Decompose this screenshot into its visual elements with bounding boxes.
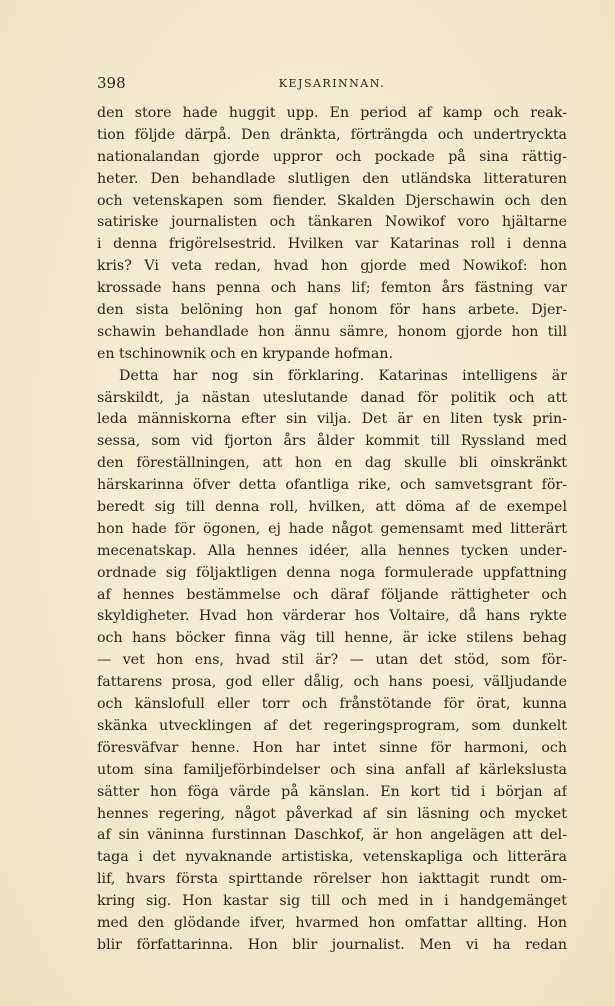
text-line: tion följde därpå. Den dränkta, förträngda och undertryckta (97, 126, 567, 143)
text-line: af sin väninna furstinnan Daschkof, är hon angelägen att del- (97, 827, 567, 844)
text-line: hennes regering, något påverkad af sin läsning och mycket (97, 805, 567, 822)
text-line: — vet hon ens, hvad stil är? — utan det stöd, som för- (97, 652, 567, 669)
body-text (97, 103, 567, 957)
text-line: kris? Vi veta redan, hvad hon gjorde med Nowikof: hon (97, 258, 567, 275)
text-line: kring sig. Hon kastar sig till och med in i handgemänget (97, 893, 567, 910)
text-line: i denna frigörelsestrid. Hvilken var Katarinas roll i denna (97, 236, 567, 253)
text-line: särskildt, ja nästan uteslutande danad för politik och att (97, 389, 567, 406)
text-line: härskarinna öfver detta ofantliga rike, och samvetsgrant för- (97, 477, 567, 494)
text-line: och vetenskapen som fiender. Skalden Djerschawin och den (97, 192, 567, 209)
text-line: skyldigheter. Hvad hon värderar hos Voltaire, då hans rykte (97, 608, 567, 625)
text-line: nationalandan gjorde uppror och pockade på sina rättig- (97, 148, 567, 165)
text-line: den store hade huggit upp. En period af kamp och reak- (97, 105, 567, 121)
paragraph-start-line: Detta har nog sin förklaring. Katarinas intelligens är (119, 367, 567, 384)
text-line: ordnade sig följaktligen denna noga formulerade uppfattning (97, 564, 567, 581)
text-line: med den glödande ifver, hvarmed hon omfattar allting. Hon (97, 914, 567, 931)
text-line: fattarens prosa, god eller dålig, och hans poesi, välljudande (97, 674, 567, 691)
text-line: taga i det nyvaknande artistiska, vetenskapliga och litterära (97, 849, 567, 866)
text-line: och känslofull eller torr och frånstötande för örat, kunna (97, 696, 567, 713)
text-line: utom sina familjeförbindelser och sina anfall af kärlekslusta (97, 761, 567, 778)
text-line: en tschinownik och en krypande hofman. (97, 345, 393, 362)
text-line: lif, hvars första spirttande rörelser hon iakttagit rundt om- (97, 871, 567, 888)
text-line: och hans böcker finna väg till henne, är icke stilens behag (97, 630, 567, 647)
page-header (97, 74, 567, 96)
text-line: sessa, som vid fjorton års ålder kommit till Ryssland med (97, 433, 567, 450)
text-line: sätter hon föga värde på känslan. En kort tid i början af (97, 783, 567, 800)
text-line: föresväfvar henne. Hon har intet sinne för harmoni, och (97, 739, 567, 756)
text-line: hon hade för ögonen, ej hade något gemensamt med litterärt (97, 520, 567, 537)
text-line: beredt sig till denna roll, hvilken, att döma af de exempel (97, 499, 567, 516)
text-line: mecenatskap. Alla hennes idéer, alla hennes tycken under- (97, 542, 567, 559)
text-line: leda människorna efter sin vilja. Det är en liten tysk prin- (97, 411, 567, 428)
text-line: satiriske journalisten och tänkaren Nowikof voro hjältarne (97, 214, 567, 231)
text-line: den föreställningen, att hon en dag skulle bli oinskränkt (97, 455, 567, 472)
text-line: den sista belöning hon gaf honom för hans arbete. Djer- (97, 302, 567, 319)
text-line: af hennes bestämmelse och däraf följande rättigheter och (97, 586, 567, 603)
text-line: blir författarinna. Hon blir journalist. Men vi ha redan (97, 936, 567, 953)
text-line: heter. Den behandlade slutligen den utländska litteraturen (97, 170, 567, 187)
running-title: KEJSARINNAN. (278, 77, 386, 90)
page-number: 398 (97, 74, 126, 92)
text-line: krossade hans penna och hans lif; femton års fästning var (97, 280, 567, 297)
text-line: skänka utvecklingen af det regeringsprogram, som dunkelt (97, 717, 567, 734)
text-line: schawin behandlade hon ännu sämre, honom gjorde hon till (97, 323, 567, 340)
